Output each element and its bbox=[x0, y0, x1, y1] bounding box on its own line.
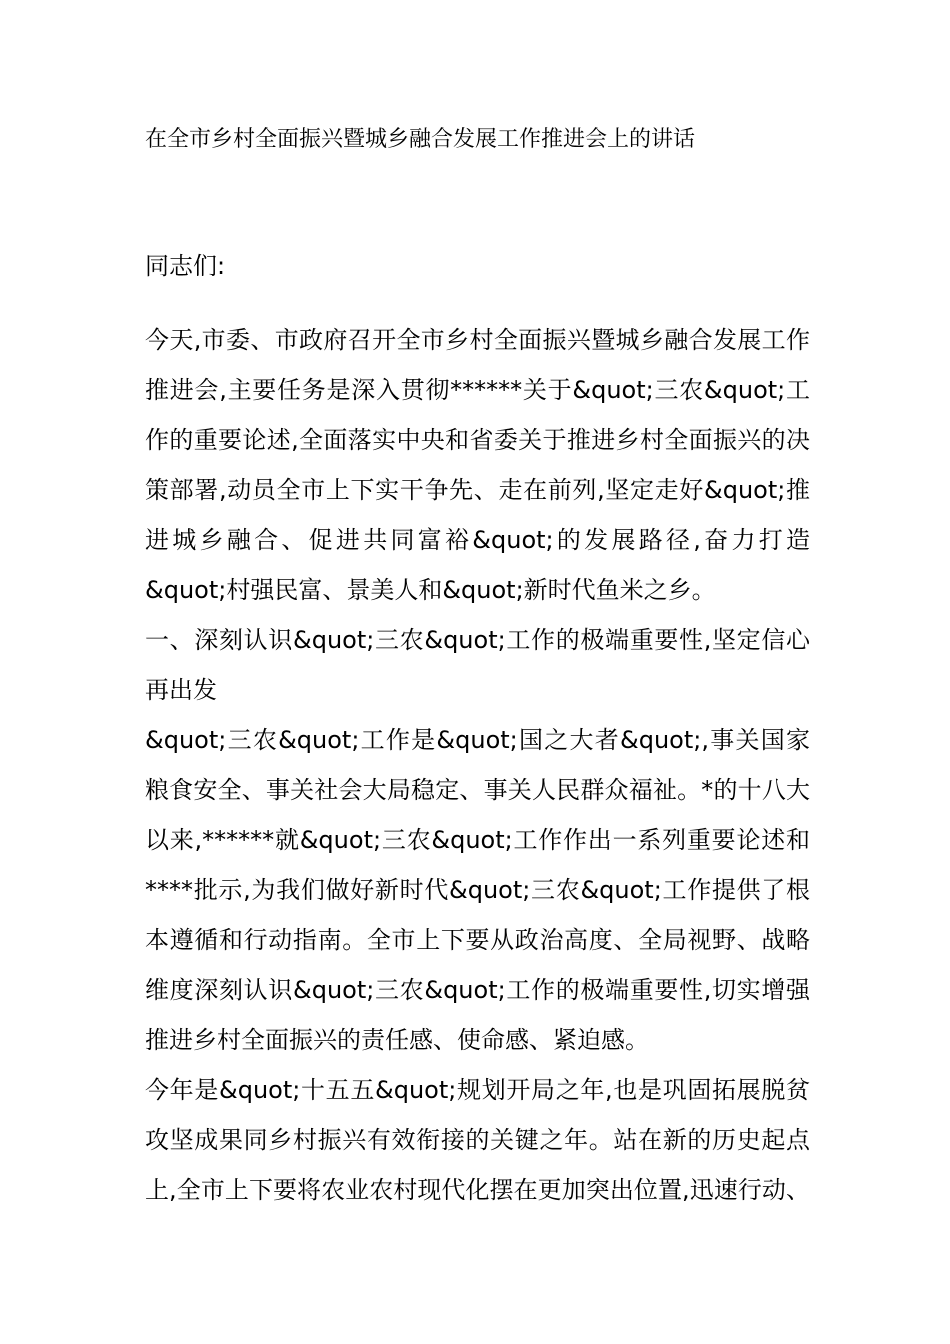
body-line: 策部署,动员全市上下实干争先、走在前列,坚定走好&quot;推 bbox=[145, 476, 810, 504]
body-line: &quot;三农&quot;工作是&quot;国之大者&quot;,事关国家 bbox=[145, 726, 810, 754]
body-line: 今天,市委、市政府召开全市乡村全面振兴暨城乡融合发展工作 bbox=[145, 326, 810, 354]
body-line: 作的重要论述,全面落实中央和省委关于推进乡村全面振兴的决 bbox=[145, 426, 810, 454]
body-line: 进城乡融合、促进共同富裕&quot;的发展路径,奋力打造 bbox=[145, 526, 810, 554]
body-line: ****批示,为我们做好新时代&quot;三农&quot;工作提供了根 bbox=[145, 876, 810, 904]
body-line: 推进乡村全面振兴的责任感、使命感、紧迫感。 bbox=[145, 1026, 649, 1054]
body-line: 上,全市上下要将农业农村现代化摆在更加突出位置,迅速行动、 bbox=[145, 1176, 810, 1204]
body-line: 维度深刻认识&quot;三农&quot;工作的极端重要性,切实增强 bbox=[145, 976, 810, 1004]
body-line: &quot;村强民富、景美人和&quot;新时代鱼米之乡。 bbox=[145, 576, 716, 604]
body-line: 今年是&quot;十五五&quot;规划开局之年,也是巩固拓展脱贫 bbox=[145, 1076, 810, 1104]
document-title: 在全市乡村全面振兴暨城乡融合发展工作推进会上的讲话 bbox=[145, 127, 696, 152]
body-line: 粮食安全、事关社会大局稳定、事关人民群众福祉。*的十八大 bbox=[145, 776, 810, 804]
body-line: 本遵循和行动指南。全市上下要从政治高度、全局视野、战略 bbox=[145, 926, 810, 954]
body-line: 以来,******就&quot;三农&quot;工作作出一系列重要论述和 bbox=[145, 826, 810, 854]
salutation: 同志们: bbox=[145, 252, 226, 280]
body-line: 推进会,主要任务是深入贯彻******关于&quot;三农&quot;工 bbox=[145, 376, 810, 404]
body-line: 攻坚成果同乡村振兴有效衔接的关键之年。站在新的历史起点 bbox=[145, 1126, 810, 1154]
body-line: 一、深刻认识&quot;三农&quot;工作的极端重要性,坚定信心 bbox=[145, 626, 810, 654]
body-line: 再出发 bbox=[145, 676, 217, 704]
